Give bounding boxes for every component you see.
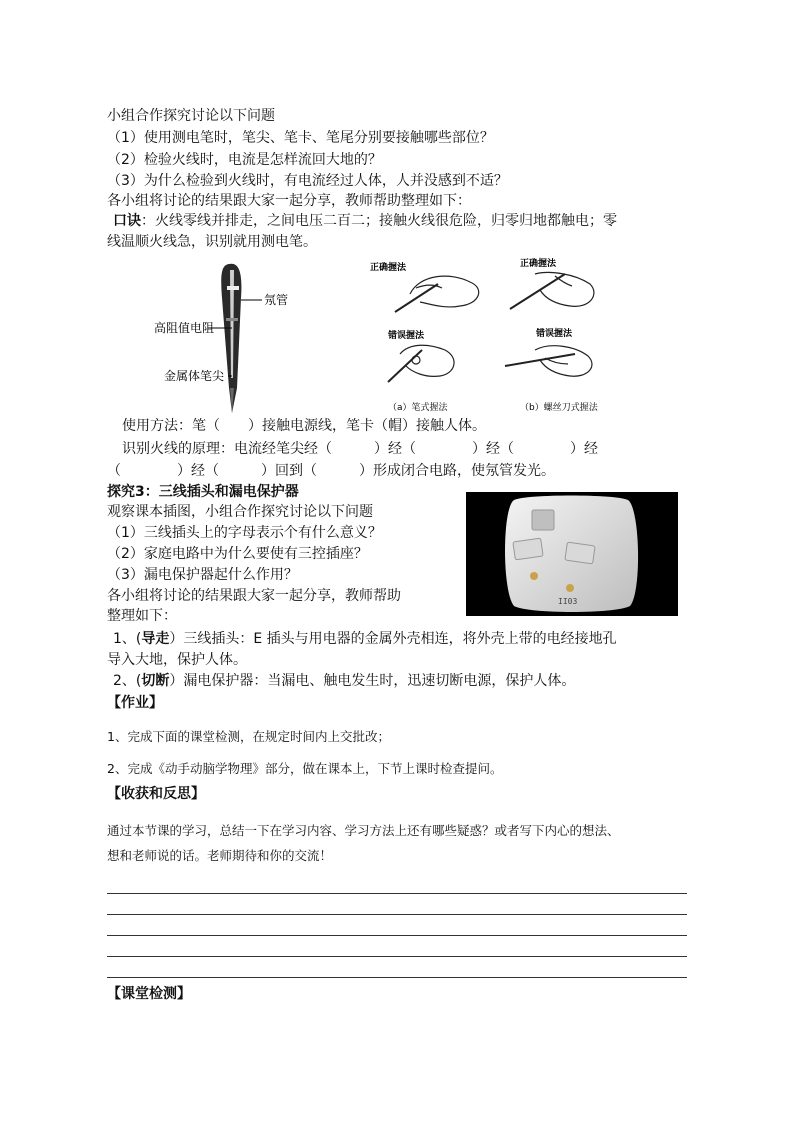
section1-intro: 小组合作探究讨论以下问题 — [107, 108, 275, 124]
label-wrong-grip-a: 错误握法 — [388, 331, 425, 341]
answer-1-prefix: 1、( — [113, 631, 142, 647]
question-2: （2）检验火线时，电流是怎样流回大地的？ — [107, 152, 382, 168]
grip-methods-figure — [360, 254, 620, 416]
caption-pen-grip: （a）笔式握法 — [388, 403, 448, 413]
mnemonic-text: ：火线零线并排走，之间电压二百二；接触火线很危险，归零归地都触电；零 — [141, 213, 617, 229]
section3-question-1: （1）三线插头上的字母表示个有什么意义？ — [107, 525, 382, 541]
hand-sketch-a-correct — [395, 276, 479, 312]
section3-question-3: （3）漏电保护器起什么作用？ — [107, 567, 298, 583]
answer-1-line-1 — [113, 630, 617, 648]
reflection-prompt-1: 通过本节课的学习，总结一下在学习内容、学习方法上还有哪些疑惑？或者写下内心的想法、 — [107, 823, 620, 838]
answer-1-line-2: 导入大地，保护人体。 — [107, 652, 247, 668]
section3-question-2: （2）家庭电路中为什么要使有三控插座？ — [107, 546, 368, 562]
reflection-title: 【收获和反思】 — [107, 786, 205, 802]
test-pen-body — [221, 264, 241, 413]
principle-line-2: （ ）经（ ）回到（ ）形成闭合电路，使氖管发光。 — [107, 463, 555, 479]
answer-line — [107, 935, 687, 936]
label-correct-grip-a: 正确握法 — [370, 263, 407, 273]
section3-title: 探究3：三线插头和漏电保护器 — [107, 484, 299, 500]
homework-title: 【作业】 — [107, 695, 163, 711]
reflection-prompt-2: 想和老师说的话。老师期待和你的交流！ — [107, 848, 333, 863]
hand-sketch-b-correct — [510, 272, 594, 309]
hand-sketch-a-wrong — [388, 345, 454, 382]
mnemonic-label: 口诀 — [113, 213, 141, 229]
label-neon-tube: 氖管 — [264, 293, 289, 307]
answer-line — [107, 977, 687, 978]
answer-2 — [113, 672, 575, 690]
homework-item-1: 1、完成下面的课堂检测，在规定时间内上交批改； — [107, 729, 390, 744]
caption-screwdriver-grip: （b）螺丝刀式握法 — [520, 403, 598, 413]
section3-share-1: 各小组将讨论的结果跟大家一起分享，教师帮助 — [107, 588, 401, 604]
label-wrong-grip-b: 错误握法 — [536, 329, 573, 339]
answer-1-text: ）三线插头：E 插头与用电器的金属外壳相连，将外壳上带的电经接地孔 — [169, 631, 617, 647]
question-3: （3）为什么检验到火线时，有电流经过人体，人并没感到不适？ — [107, 173, 508, 189]
plug-illustration — [466, 492, 678, 616]
classroom-check-title: 【课堂检测】 — [107, 986, 191, 1002]
answer-line — [107, 914, 687, 915]
answer-2-prefix: 2、( — [113, 673, 142, 689]
usage-method: 使用方法：笔（ ）接触电源线，笔卡（帽）接触人体。 — [122, 418, 486, 434]
test-pen-figure — [150, 258, 320, 418]
section3-share-2: 整理如下： — [107, 608, 177, 624]
question-1: （1）使用测电笔时，笔尖、笔卡、笔尾分别要接触哪些部位？ — [107, 130, 494, 146]
answer-line — [107, 956, 687, 957]
label-resistor: 高阻值电阻 — [154, 321, 215, 335]
three-pin-plug-photo — [466, 492, 678, 616]
label-metal-tip: 金属体笔尖 — [164, 369, 225, 383]
answer-1-key: 导走 — [141, 631, 170, 647]
label-correct-grip-b: 正确握法 — [520, 259, 557, 269]
share-text: 各小组将讨论的结果跟大家一起分享，教师帮助整理如下： — [107, 193, 471, 209]
hand-sketch-b-wrong — [505, 346, 592, 376]
principle-line-1: 识别火线的原理：电流经笔尖经（ ）经（ ）经（ ）经 — [122, 441, 598, 457]
homework-item-2: 2、完成《动手动脑学物理》部分，做在课本上，下节上课时检查提问。 — [107, 761, 503, 776]
plug-code: II03 — [558, 597, 578, 606]
answer-2-text: ）漏电保护器：当漏电、触电发生时，迅速切断电源，保护人体。 — [169, 673, 576, 689]
section3-intro: 观察课本插图，小组合作探究讨论以下问题 — [107, 504, 373, 520]
mnemonic-line-1 — [113, 212, 617, 230]
answer-2-key: 切断 — [141, 673, 170, 689]
answer-line — [107, 893, 687, 894]
mnemonic-line-2: 线温顺火线急，识别就用测电笔。 — [107, 234, 317, 250]
